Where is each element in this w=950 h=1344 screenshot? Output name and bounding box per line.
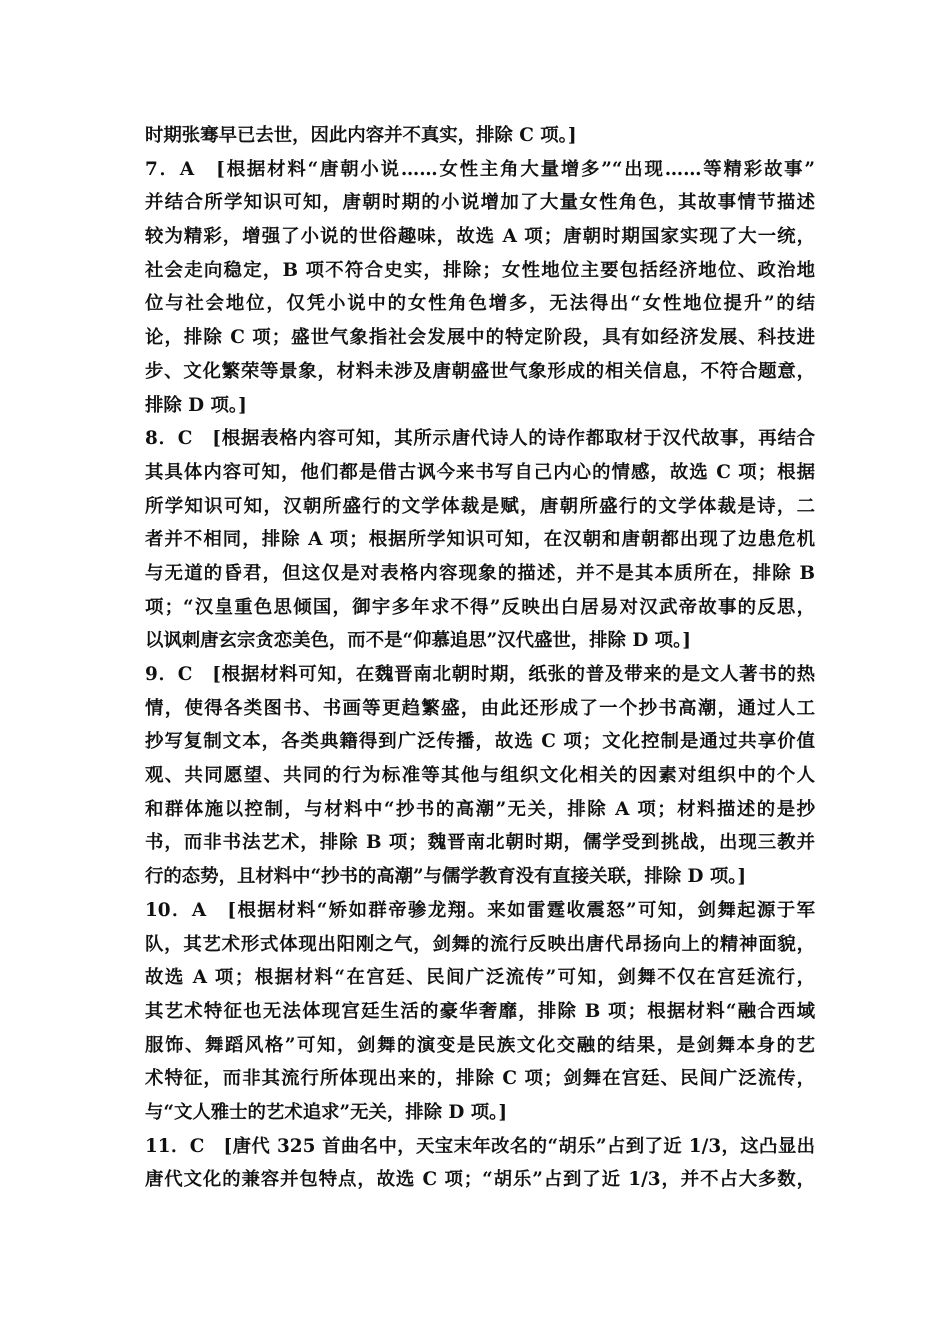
text-line: 以讽刺唐玄宗贪恋美色，而不是“仰慕追思”汉代盛世，排除 D 项。]	[145, 630, 691, 652]
text-line: 排除 D 项。]	[145, 394, 247, 416]
text-line: 步、文化繁荣等景象，材料未涉及唐朝盛世气象形成的相关信息，不符合题意，	[145, 360, 815, 382]
text-line: 9．C [根据材料可知，在魏晋南北朝时期，纸张的普及带来的是文人著书的热	[145, 664, 815, 685]
text-line: 其艺术特征也无法体现宫廷生活的豪华奢靡，排除 B 项；根据材料“融合西域	[145, 1000, 815, 1022]
text-line: 其具体内容可知，他们都是借古讽今来书写自己内心的情感，故选 C 项；根据	[145, 461, 815, 483]
text-line: 较为精彩，增强了小说的世俗趣味，故选 A 项；唐朝时期国家实现了大一统，	[145, 226, 815, 248]
text-line: 服饰、舞蹈风格”可知，剑舞的演变是民族文化交融的结果，是剑舞本身的艺	[145, 1034, 815, 1056]
text-line: 书，而非书法艺术，排除 B 项；魏晋南北朝时期，儒学受到挑战，出现三教并	[145, 832, 815, 854]
text-line: 情，使得各类图书、书画等更趋繁盛，由此还形成了一个抄书高潮，通过人工	[145, 697, 815, 719]
text-line: 论，排除 C 项；盛世气象指社会发展中的特定阶段，具有如经济发展、科技进	[145, 327, 815, 349]
text-line: 抄写复制文本，各类典籍得到广泛传播，故选 C 项；文化控制是通过共享价值	[145, 731, 815, 753]
text-line: 和群体施以控制，与材料中“抄书的高潮”无关，排除 A 项；材料描述的是抄	[145, 798, 815, 820]
text-line: 7．A [根据材料“唐朝小说……女性主角大量增多”“出现……等精彩故事”	[145, 158, 815, 180]
text-line: 位与社会地位，仅凭小说中的女性角色增多，无法得出“女性地位提升”的结	[145, 293, 815, 315]
answer-explanation-text	[145, 119, 815, 1197]
text-line: 11．C [唐代 325 首曲名中，天宝末年改名的“胡乐”占到了近 1/3，这凸显出	[145, 1135, 815, 1157]
text-line: 者并不相同，排除 A 项；根据所学知识可知，在汉朝和唐朝都出现了边患危机	[145, 529, 815, 551]
text-line: 队，其艺术形式体现出阳刚之气，剑舞的流行反映出唐代昂扬向上的精神面貌，	[145, 933, 815, 955]
text-line: 所学知识可知，汉朝所盛行的文学体裁是赋，唐朝所盛行的文学体裁是诗，二	[145, 495, 815, 517]
text-line: 时期张骞早已去世，因此内容并不真实，排除 C 项。]	[145, 125, 577, 146]
text-line: 观、共同愿望、共同的行为标准等其他与组织文化相关的因素对组织中的个人	[145, 765, 815, 787]
text-line: 与“文人雅士的艺术追求”无关，排除 D 项。]	[145, 1101, 508, 1123]
text-line: 故选 A 项；根据材料“在宫廷、民间广泛流传”可知，剑舞不仅在宫廷流行，	[145, 967, 815, 989]
text-line: 行的态势，且材料中“抄书的高潮”与儒学教育没有直接关联，排除 D 项。]	[145, 866, 747, 888]
text-line: 8．C [根据表格内容可知，其所示唐代诗人的诗作都取材于汉代故事，再结合	[145, 428, 815, 450]
text-line: 与无道的昏君，但这仅是对表格内容现象的描述，并不是其本质所在，排除 B	[145, 562, 815, 584]
text-line: 项；“汉皇重色思倾国，御宇多年求不得”反映出白居易对汉武帝故事的反思，	[145, 596, 815, 618]
text-line: 并结合所学知识可知，唐朝时期的小说增加了大量女性角色，其故事情节描述	[145, 192, 815, 214]
text-line: 社会走向稳定，B 项不符合史实，排除；女性地位主要包括经济地位、政治地	[145, 259, 815, 281]
text-line: 唐代文化的兼容并包特点，故选 C 项；“胡乐”占到了近 1/3，并不占大多数，	[145, 1169, 815, 1191]
text-line: 10．A [根据材料“矫如群帝骖龙翔。来如雷霆收震怒”可知，剑舞起源于军	[145, 899, 815, 921]
text-line: 术特征，而非其流行所体现出来的，排除 C 项；剑舞在宫廷、民间广泛流传，	[145, 1068, 815, 1090]
